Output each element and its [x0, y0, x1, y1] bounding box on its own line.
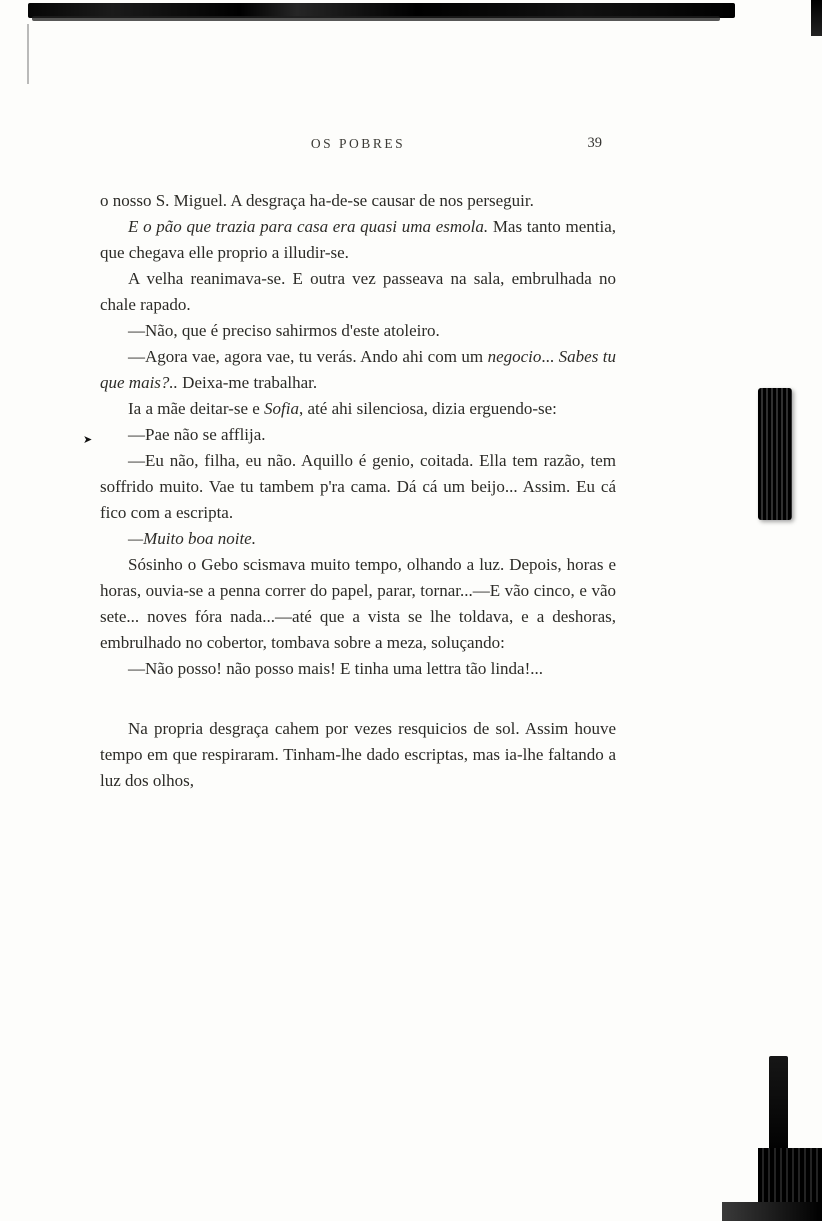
text-segment: —Agora vae, agora vae, tu verás. Ando ahi com um: [128, 347, 488, 366]
paragraph: [100, 526, 616, 552]
paragraph: [100, 214, 616, 266]
text-segment: Sofia: [264, 399, 299, 418]
scan-artifact-bottom-edge: [722, 1202, 822, 1221]
scan-artifact-top-right-edge: [811, 0, 822, 36]
text-segment: negocio: [487, 347, 542, 366]
text-segment: , até ahi silenciosa, dizia erguendo-se:: [299, 399, 557, 418]
scan-artifact-right-blob: [758, 388, 792, 520]
paragraph: [100, 396, 616, 422]
text-segment: Ia a mãe deitar-se e: [128, 399, 265, 418]
margin-arrow-mark: ➤: [83, 434, 93, 446]
text-segment: E o pão que trazia para casa era quasi uma esmola.: [128, 217, 489, 236]
text-block: [83, 188, 617, 794]
text-segment: Deixa-me trabalhar.: [177, 373, 318, 392]
page-number: 39: [587, 135, 602, 151]
text-segment: —Eu não, filha, eu não. Aquillo é genio, coitada. Ella tem razão, tem soffrido muito. Vae tu tambem p'ra cama. Dá cá um beijo... Assim. Eu cá fico com a escripta.: [100, 451, 616, 522]
scan-artifact-top-bar-shadow: [32, 16, 720, 21]
paragraph: [100, 318, 616, 344]
text-segment: Mas tanto mentia, que chegava elle proprio a illudir-se.: [100, 217, 616, 262]
paragraph: [100, 188, 616, 214]
paragraph: [100, 344, 616, 396]
text-segment: —Não, que é preciso sahirmos d'este atoleiro.: [128, 321, 440, 340]
text-segment: Sósinho o Gebo scismava muito tempo, olhando a luz. Depois, horas e horas, ouvia-se a penna correr do papel, parar, tornar...—E vão cinco, e vão sete... noves fóra nada...—até que a vista se lhe toldava, e a deshoras, embrulhado no cobertor, tombava sobre a meza, soluçando:: [100, 555, 616, 652]
running-title: OS POBRES: [310, 136, 406, 151]
paragraph: [100, 266, 616, 318]
page-header: [100, 136, 616, 158]
text-segment: —Pae não se afflija.: [128, 425, 266, 444]
paragraph: [100, 656, 616, 682]
paragraph: [100, 552, 616, 656]
paragraph: [83, 422, 616, 448]
text-segment: o nosso S. Miguel. A desgraça ha-de-se causar de nos perseguir.: [100, 191, 534, 210]
text-segment: A velha reanimava-se. E outra vez passeava na sala, embrulhada no chale rapado.: [100, 269, 616, 314]
text-segment: Na propria desgraça cahem por vezes resquicios de sol. Assim houve tempo em que respiraram. Tinham-lhe dado escriptas, mas ia-lhe faltando a luz dos olhos,: [100, 719, 616, 790]
paragraph: [100, 716, 616, 794]
scan-artifact-bottom-strip: [769, 1056, 788, 1158]
paragraph: [100, 448, 616, 526]
text-segment: ...: [541, 347, 559, 366]
scan-artifact-left-edge-line: [27, 24, 29, 84]
text-segment: —Muito boa noite.: [128, 529, 256, 548]
text-segment: —Não posso! não posso mais! E tinha uma lettra tão linda!...: [128, 659, 543, 678]
text-segment: Sabes tu que mais?..: [100, 347, 617, 392]
